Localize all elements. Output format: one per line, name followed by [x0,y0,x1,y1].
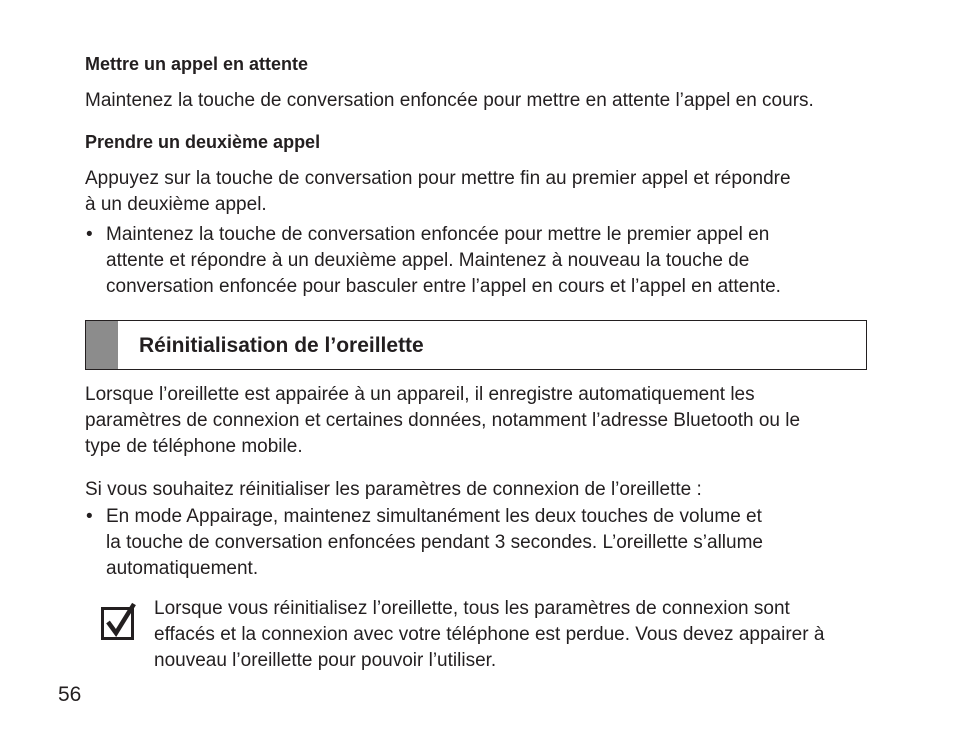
second-call-heading: Prendre un deuxième appel [85,132,321,152]
note-line: effacés et la connexion avec votre téléphone est perdue. Vous devez appairer à [154,624,825,645]
page-number: 56 [58,683,82,706]
second-call-text-line: à un deuxième appel. [85,194,267,215]
bullet-marker: • [86,506,93,527]
second-call-bullet-line: Maintenez la touche de conversation enfoncée pour mettre le premier appel en [106,224,770,245]
second-call-text-line: Appuyez sur la touche de conversation pour mettre fin au premier appel et répondre [85,168,791,189]
section-header-box [85,320,867,370]
note-line: nouveau l’oreillette pour pouvoir l’utiliser. [154,650,497,671]
bullet-marker: • [86,224,93,245]
note-line: Lorsque vous réinitialisez l’oreillette, tous les paramètres de connexion sont [154,598,790,619]
section-title: Réinitialisation de l’oreillette [139,334,424,357]
reset-para1-line: type de téléphone mobile. [85,436,303,457]
reset-para2: Si vous souhaitez réinitialiser les paramètres de connexion de l’oreillette : [85,479,702,500]
checkmark-note-icon [101,602,137,640]
hold-heading: Mettre un appel en attente [85,54,309,74]
reset-bullet-line: la touche de conversation enfoncées pendant 3 secondes. L’oreillette s’allume [106,532,763,553]
reset-bullet-line: En mode Appairage, maintenez simultanément les deux touches de volume et [106,506,762,527]
second-call-bullet-line: attente et répondre à un deuxième appel. Maintenez à nouveau la touche de [106,250,750,271]
second-call-bullet-line: conversation enfoncée pour basculer entre l’appel en cours et l’appel en attente. [106,276,781,297]
reset-bullet-line: automatiquement. [106,558,259,579]
reset-para1-line: paramètres de connexion et certaines données, notamment l’adresse Bluetooth ou le [85,410,801,431]
section-header-bar [86,321,118,369]
hold-text: Maintenez la touche de conversation enfoncée pour mettre en attente l’appel en cours. [85,90,814,111]
reset-para1-line: Lorsque l’oreillette est appairée à un appareil, il enregistre automatiquement les [85,384,755,405]
